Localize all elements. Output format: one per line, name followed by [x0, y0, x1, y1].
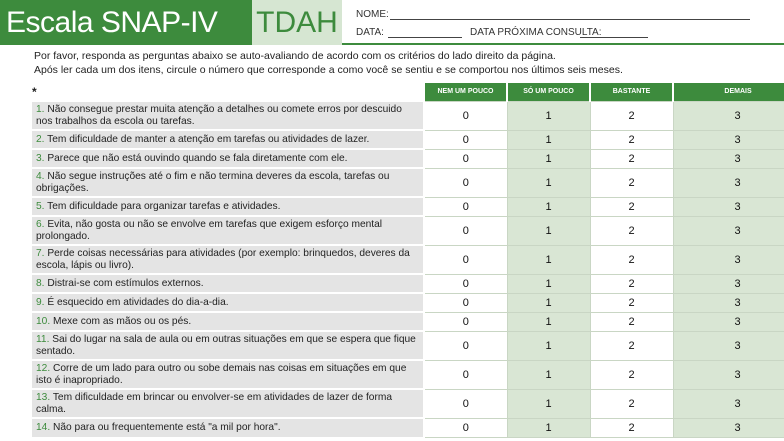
score-option[interactable]: 1	[507, 360, 590, 389]
question-number: 2.	[36, 133, 45, 145]
question-row	[32, 293, 784, 312]
score-option[interactable]: 0	[424, 197, 507, 216]
score-option[interactable]: 1	[507, 245, 590, 274]
question-text	[32, 130, 424, 149]
score-option[interactable]: 1	[507, 389, 590, 418]
next-date-field[interactable]	[580, 37, 648, 38]
scale-title: Escala SNAP-IV	[0, 0, 252, 45]
score-option[interactable]: 2	[590, 130, 673, 149]
column-header: NEM UM POUCO	[424, 83, 507, 101]
question-row	[32, 197, 784, 216]
instructions-line-2: Após ler cada um dos itens, circule o número que corresponde a como você se sentiu e se comportou nos últimos seis meses.	[34, 64, 623, 76]
question-label: Tem dificuldade em brincar ou envolver-se em atividades de lazer de forma calma.	[36, 392, 393, 415]
question-label: Tem dificuldade de manter a atenção em tarefas ou atividades de lazer.	[47, 133, 370, 145]
question-text	[32, 197, 424, 216]
score-option[interactable]: 3	[673, 197, 784, 216]
question-label: Evita, não gosta ou não se envolve em tarefas que exigem esforço mental prolongado.	[36, 219, 383, 242]
score-option[interactable]: 0	[424, 245, 507, 274]
score-option[interactable]: 2	[590, 168, 673, 197]
question-text	[32, 389, 424, 418]
question-label: Não para ou frequentemente está "a mil por hora".	[53, 422, 281, 434]
question-text	[32, 168, 424, 197]
column-header: DEMAIS	[673, 83, 784, 101]
question-number: 8.	[36, 277, 45, 289]
score-option[interactable]: 1	[507, 130, 590, 149]
score-option[interactable]: 2	[590, 149, 673, 168]
date-label: DATA:	[356, 27, 384, 38]
score-option[interactable]: 0	[424, 293, 507, 312]
score-option[interactable]: 3	[673, 130, 784, 149]
score-option[interactable]: 0	[424, 389, 507, 418]
score-option[interactable]: 0	[424, 418, 507, 437]
score-option[interactable]: 3	[673, 312, 784, 331]
score-option[interactable]: 3	[673, 293, 784, 312]
date-field[interactable]	[388, 37, 462, 38]
question-row	[32, 216, 784, 245]
score-option[interactable]: 1	[507, 331, 590, 360]
question-row	[32, 149, 784, 168]
score-option[interactable]: 3	[673, 331, 784, 360]
question-text	[32, 274, 424, 293]
name-label: NOME:	[356, 9, 389, 20]
patient-form	[342, 0, 784, 45]
question-number: 10.	[36, 315, 51, 327]
question-text	[32, 101, 424, 130]
score-option[interactable]: 2	[590, 389, 673, 418]
score-option[interactable]: 0	[424, 130, 507, 149]
question-row	[32, 389, 784, 418]
score-option[interactable]: 2	[590, 360, 673, 389]
tdah-label: TDAH	[252, 0, 342, 45]
score-option[interactable]: 0	[424, 360, 507, 389]
question-label: Não consegue prestar muita atenção a detalhes ou comete erros por descuido nos trabalhos da escola ou tarefas.	[36, 104, 402, 127]
question-row	[32, 360, 784, 389]
score-option[interactable]: 3	[673, 216, 784, 245]
question-number: 1.	[36, 104, 45, 115]
question-text	[32, 331, 424, 360]
table-marker: *	[32, 84, 37, 99]
question-row	[32, 168, 784, 197]
score-option[interactable]: 1	[507, 101, 590, 130]
question-text	[32, 149, 424, 168]
score-option[interactable]: 1	[507, 312, 590, 331]
score-option[interactable]: 0	[424, 331, 507, 360]
question-number: 9.	[36, 296, 45, 308]
question-row	[32, 245, 784, 274]
question-number: 12.	[36, 363, 51, 374]
score-option[interactable]: 2	[590, 331, 673, 360]
score-option[interactable]: 0	[424, 168, 507, 197]
question-label: Distrai-se com estímulos externos.	[47, 277, 204, 289]
question-number: 13.	[36, 392, 51, 403]
score-option[interactable]: 0	[424, 274, 507, 293]
score-option[interactable]: 1	[507, 168, 590, 197]
name-field[interactable]	[390, 19, 750, 20]
question-row	[32, 274, 784, 293]
score-option[interactable]: 0	[424, 216, 507, 245]
question-label: Não segue instruções até o fim e não termina deveres da escola, tarefas ou obrigações.	[36, 171, 390, 194]
score-option[interactable]: 2	[590, 418, 673, 437]
question-number: 5.	[36, 200, 45, 212]
score-option[interactable]: 2	[590, 293, 673, 312]
question-text	[32, 245, 424, 274]
score-option[interactable]: 0	[424, 149, 507, 168]
score-option[interactable]: 0	[424, 312, 507, 331]
score-option[interactable]: 3	[673, 360, 784, 389]
question-row	[32, 331, 784, 360]
column-header: SÓ UM POUCO	[507, 83, 590, 101]
question-text	[32, 216, 424, 245]
question-label: É esquecido em atividades do dia-a-dia.	[47, 296, 229, 308]
score-option[interactable]: 2	[590, 245, 673, 274]
score-option[interactable]: 0	[424, 101, 507, 130]
question-number: 3.	[36, 152, 45, 164]
score-option[interactable]: 2	[590, 197, 673, 216]
question-text	[32, 360, 424, 389]
score-option[interactable]: 2	[590, 312, 673, 331]
score-option[interactable]: 1	[507, 293, 590, 312]
score-option[interactable]: 3	[673, 389, 784, 418]
question-label: Parece que não está ouvindo quando se fala diretamente com ele.	[47, 152, 348, 164]
score-option[interactable]: 1	[507, 274, 590, 293]
question-text	[32, 418, 424, 437]
header	[0, 0, 784, 45]
question-row	[32, 130, 784, 149]
score-option[interactable]: 3	[673, 245, 784, 274]
question-label: Corre de um lado para outro ou sobe demais nas coisas em situações em que isto é inapropriado.	[36, 363, 407, 386]
instructions	[34, 49, 754, 77]
question-number: 11.	[36, 334, 50, 345]
question-number: 7.	[36, 248, 45, 259]
score-option[interactable]: 1	[507, 197, 590, 216]
question-row	[32, 101, 784, 130]
column-header: BASTANTE	[590, 83, 673, 101]
snap-iv-table	[32, 83, 784, 438]
question-number: 6.	[36, 219, 45, 230]
score-option[interactable]: 3	[673, 168, 784, 197]
score-option[interactable]: 3	[673, 418, 784, 437]
score-option[interactable]: 3	[673, 149, 784, 168]
table-header-row	[32, 83, 784, 101]
question-text	[32, 312, 424, 331]
question-label: Tem dificuldade para organizar tarefas e atividades.	[47, 200, 281, 212]
score-option[interactable]: 1	[507, 149, 590, 168]
question-row	[32, 312, 784, 331]
score-option[interactable]: 1	[507, 418, 590, 437]
instructions-line-1: Por favor, responda as perguntas abaixo se auto-avaliando de acordo com os critérios do lado direito da página.	[34, 50, 556, 62]
question-label: Mexe com as mãos ou os pés.	[53, 315, 192, 327]
question-number: 14.	[36, 422, 51, 434]
score-option[interactable]: 2	[590, 101, 673, 130]
question-row	[32, 418, 784, 437]
question-label: Perde coisas necessárias para atividades (por exemplo: brinquedos, deveres da escola, lápis ou livro).	[36, 248, 410, 271]
score-option[interactable]: 3	[673, 101, 784, 130]
score-option[interactable]: 2	[590, 274, 673, 293]
next-date-label: DATA PRÓXIMA CONSULTA:	[470, 27, 602, 38]
score-option[interactable]: 2	[590, 216, 673, 245]
score-option[interactable]: 1	[507, 216, 590, 245]
question-label: Sai do lugar na sala de aula ou em outras situações em que se espera que fique sentado.	[36, 334, 416, 357]
question-text	[32, 293, 424, 312]
score-option[interactable]: 3	[673, 274, 784, 293]
question-number: 4.	[36, 171, 45, 182]
